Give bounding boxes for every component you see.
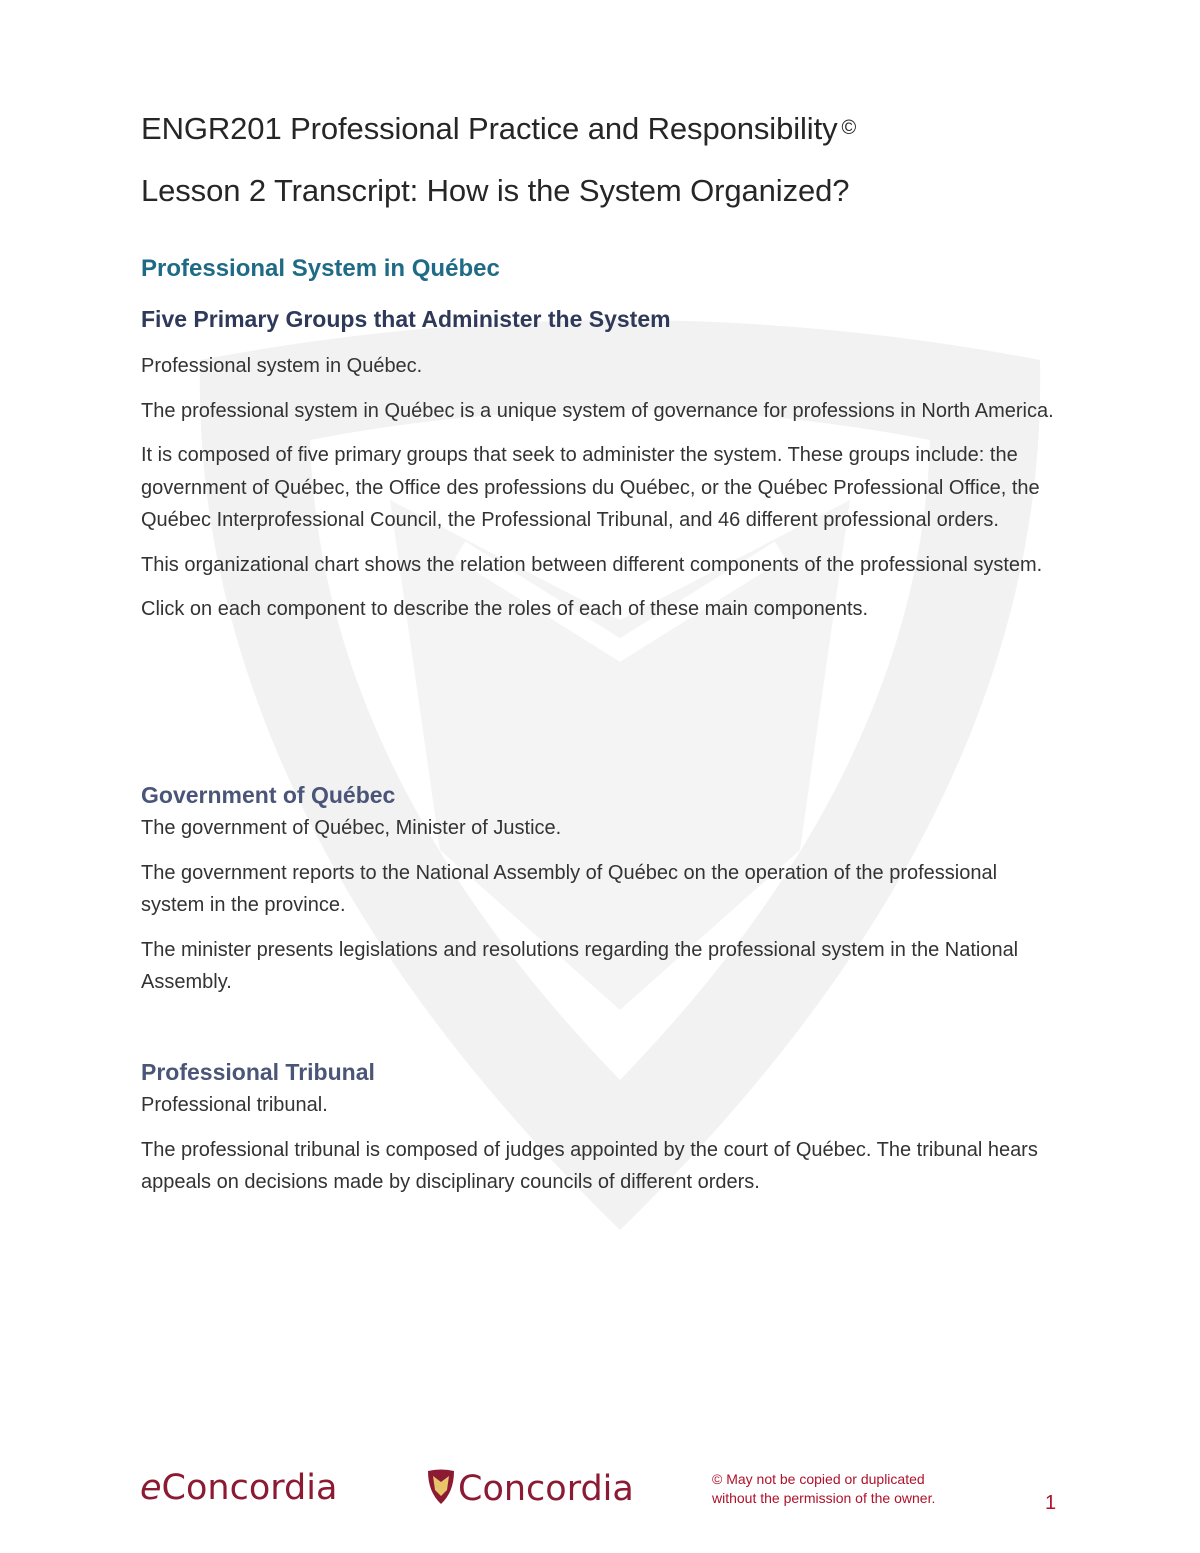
section-professional-system: [141, 350, 1061, 638]
section-heading-government: Government of Québec: [141, 782, 396, 808]
paragraph: The minister presents legislations and resolutions regarding the professional system in the National Assembly.: [141, 938, 1019, 993]
econcordia-logo: [140, 1468, 337, 1508]
paragraph: Professional system in Québec.: [141, 355, 423, 377]
logo-name: Concordia: [458, 1469, 634, 1509]
copyright-notice: © May not be copied or duplicated without the permission of the owner.: [712, 1471, 936, 1506]
concordia-logo: [426, 1468, 634, 1509]
concordia-shield-icon: [426, 1468, 456, 1506]
paragraph: Click on each component to describe the roles of each of these main components.: [141, 598, 869, 620]
section-heading-professional-system: Professional System in Québec: [141, 255, 500, 282]
section-heading-tribunal: Professional Tribunal: [141, 1059, 375, 1085]
section-tribunal: [141, 1057, 1061, 1211]
document-title: ENGR201 Professional Practice and Responsibility ©: [141, 111, 857, 146]
paragraph: The professional system in Québec is a unique system of governance for professions in North America.: [141, 399, 1054, 422]
paragraph: The government reports to the National Assembly of Québec on the operation of the professional system in the province.: [141, 861, 998, 916]
paragraph: Professional tribunal.: [141, 1094, 328, 1116]
section-government: [141, 780, 1061, 1011]
page-number: 1: [1045, 1492, 1057, 1514]
subheading-five-groups: Five Primary Groups that Administer the System: [141, 306, 671, 332]
logo-prefix: e: [140, 1468, 162, 1508]
page-footer: [0, 1460, 1200, 1520]
paragraph: The professional tribunal is composed of judges appointed by the court of Québec. The tribunal hears appeals on decisions made by disciplinary councils of different orders.: [141, 1138, 1038, 1193]
copyright-symbol: ©: [841, 117, 857, 139]
lesson-title: Lesson 2 Transcript: How is the System Organized?: [141, 173, 850, 208]
paragraph: This organizational chart shows the relation between different components of the professional system.: [141, 553, 1043, 576]
paragraph: The government of Québec, Minister of Justice.: [141, 817, 562, 839]
paragraph: It is composed of five primary groups that seek to administer the system. These groups include: the government of Québec, the Office des professions du Québec, or the Québec Professional Office, the Québec Interprofessional Council, the Professional Tribunal, and 46 different professional orders.: [141, 444, 1040, 531]
logo-name: Concordia: [161, 1468, 338, 1508]
